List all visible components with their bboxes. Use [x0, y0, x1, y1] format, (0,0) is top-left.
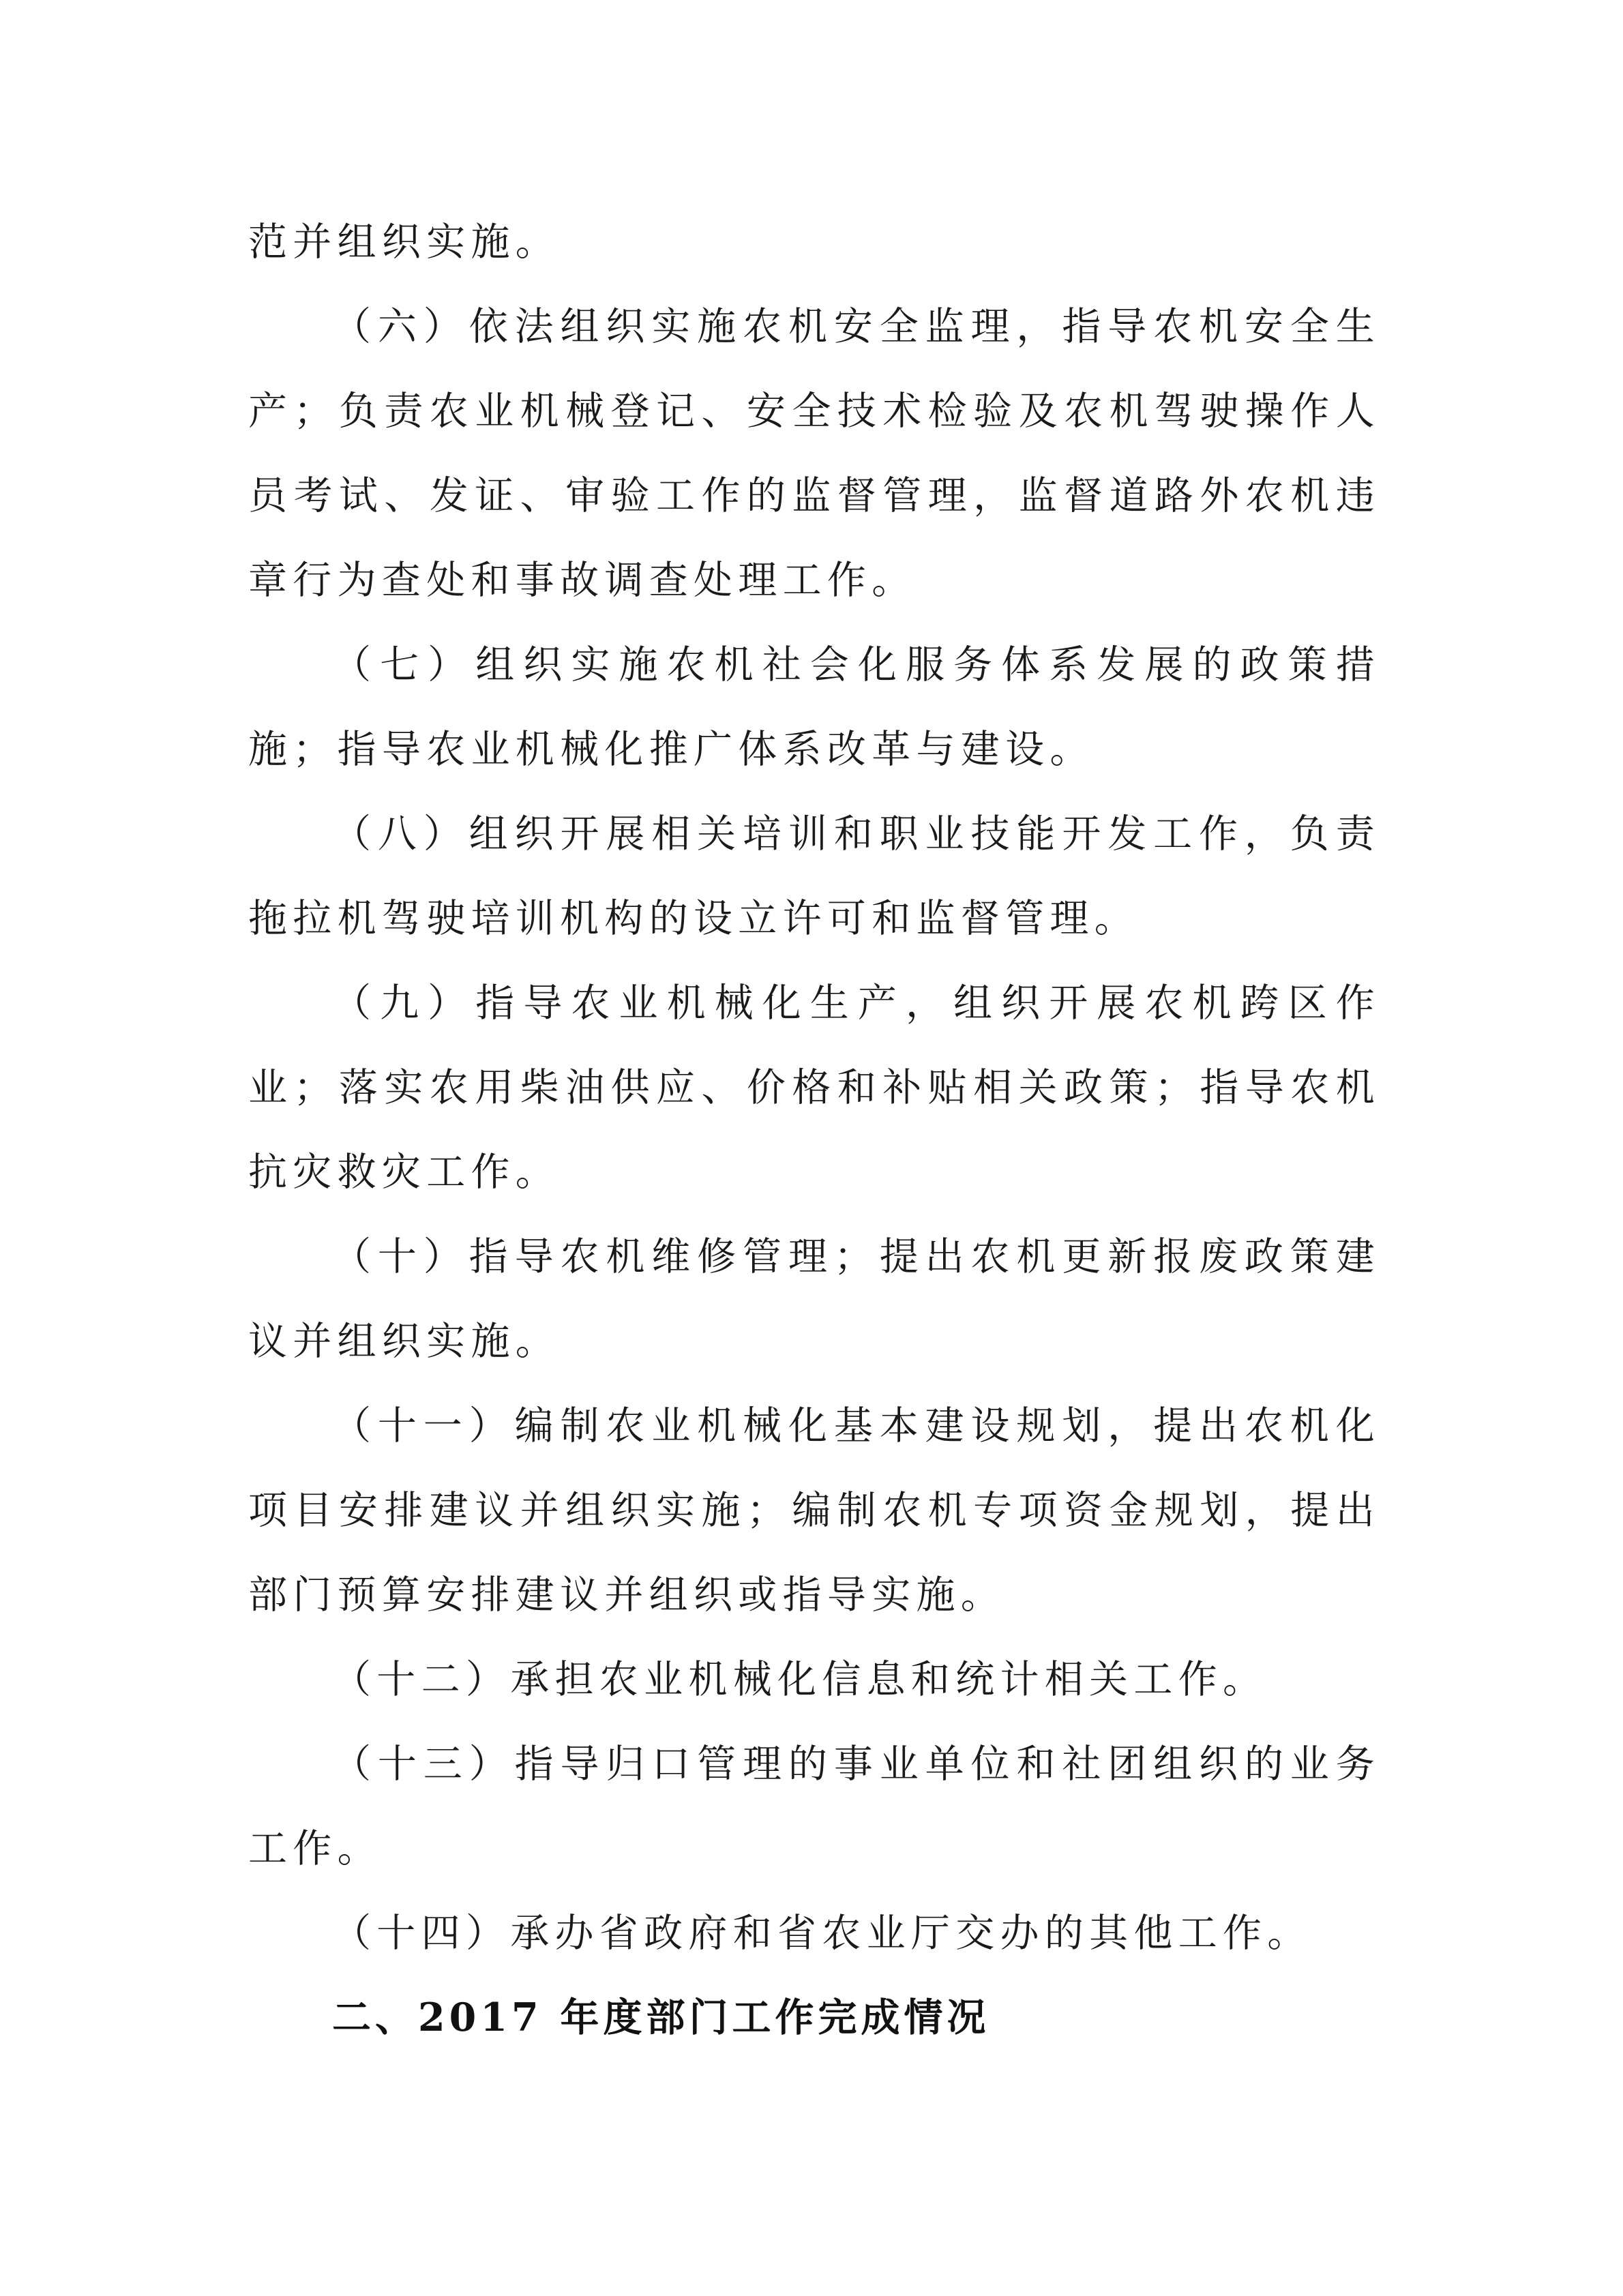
- paragraph-item-12: （十二）承担农业机械化信息和统计相关工作。: [332, 1657, 1268, 1702]
- paragraph-item-11: （十一）编制农业机械化基本建设规划，提出农机化项目安排建议并组织实施；编制农机专项资金规划，提出部门预算安排建议并组织或指导实施。: [248, 1403, 1380, 1617]
- paragraph-item-8: （八）组织开展相关培训和职业技能开发工作，负责拖拉机驾驶培训机构的设立许可和监督管理。: [248, 811, 1380, 941]
- paragraph-item-14: （十四）承办省政府和省农业厅交办的其他工作。: [332, 1911, 1312, 1956]
- paragraph-item-9: （九）指导农业机械化生产，组织开展农机跨区作业；落实农用柴油供应、价格和补贴相关政策；指导农机抗灾救灾工作。: [248, 981, 1380, 1195]
- paragraph-item-7: （七）组织实施农机社会化服务体系发展的政策措施；指导农业机械化推广体系改革与建设。: [248, 642, 1380, 772]
- paragraph-continuation: 范并组织实施。: [248, 220, 561, 265]
- document-body: [248, 200, 1380, 2060]
- paragraph-item-6: （六）依法组织实施农机安全监理，指导农机安全生产；负责农业机械登记、安全技术检验及农机驾驶操作人员考试、发证、审验工作的监督管理，监督道路外农机违章行为查处和事故调查处理工作。: [248, 304, 1380, 603]
- section-heading: 二、2017 年度部门工作完成情况: [332, 1995, 990, 2040]
- paragraph-item-10: （十）指导农机维修管理；提出农机更新报废政策建议并组织实施。: [248, 1234, 1380, 1364]
- paragraph-item-13: （十三）指导归口管理的事业单位和社团组织的业务工作。: [248, 1742, 1380, 1871]
